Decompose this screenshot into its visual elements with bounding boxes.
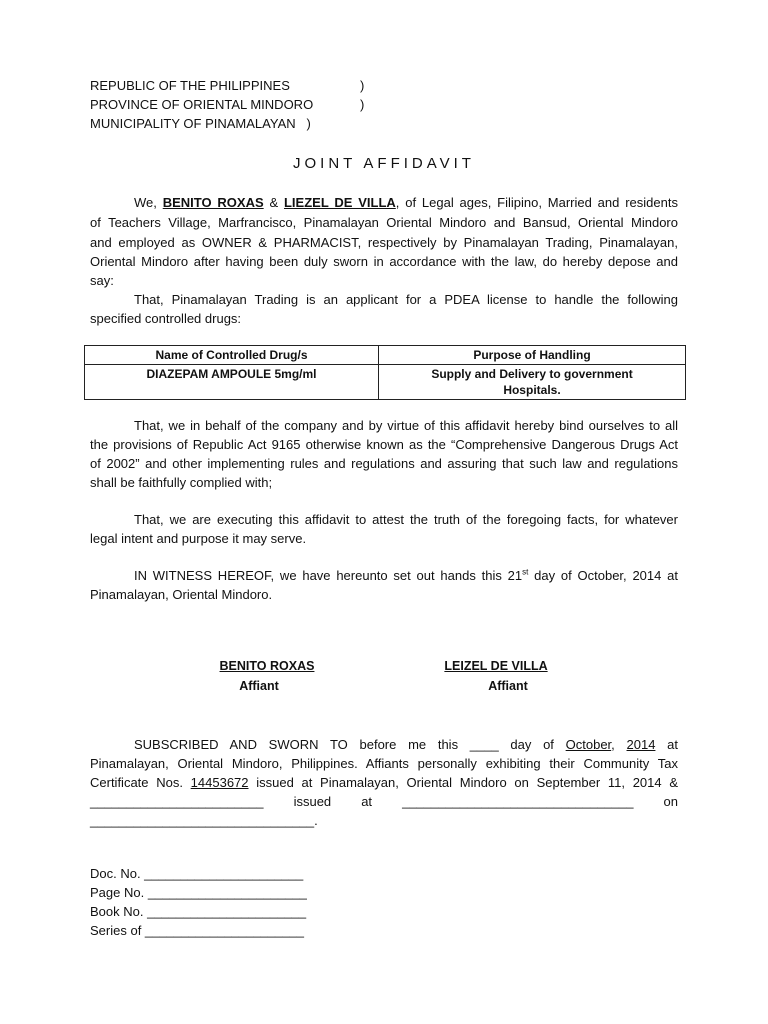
table-row: [85, 365, 686, 400]
header-province: PROVINCE OF ORIENTAL MINDORO: [90, 97, 314, 112]
table-header-row: [85, 346, 686, 365]
jurat-year: 2014: [626, 737, 656, 752]
jurat-month: October: [565, 737, 612, 752]
jurat-line5: _______________________________.: [90, 813, 318, 828]
header-republic: REPUBLIC OF THE PHILIPPINES: [90, 78, 290, 93]
jurat-text-b: at: [655, 737, 678, 752]
jurat-blank-2: ________________________________: [402, 794, 634, 809]
document-title: JOINT AFFIDAVIT: [293, 155, 475, 172]
p1-line1: [90, 193, 678, 212]
affiant-name-2: LIEZEL DE VILLA: [283, 195, 396, 210]
p4-line2: legal intent and purpose it may serve.: [90, 531, 307, 546]
table-cell-purpose: Supply and Delivery to government Hospitals.: [379, 365, 686, 400]
p5-line2: Pinamalayan, Oriental Mindoro.: [90, 587, 273, 602]
p1-line5: say:: [90, 273, 114, 288]
jurat-line2: Pinamalayan, Oriental Mindoro, Philippines. Affiants personally exhibiting their Community Tax: [90, 756, 678, 771]
jurat-comma: ,: [611, 737, 615, 752]
p3-line4: shall be faithfully complied with;: [90, 475, 273, 490]
signature-role-1: Affiant: [239, 679, 279, 693]
signature-name-2: LEIZEL DE VILLA: [444, 659, 548, 673]
p4-line1: That, we are executing this affidavit to attest the truth of the foregoing facts, for whatever: [134, 512, 678, 527]
jurat-line1: [134, 735, 678, 754]
jurat-issued: issued: [293, 794, 332, 809]
controlled-drugs-table: [84, 345, 686, 400]
notary-doc-no: Doc. No. ______________________: [90, 866, 304, 881]
table-header-purpose: Purpose of Handling: [379, 346, 686, 365]
jurat-ctc-number: 14453672: [190, 775, 249, 790]
header-municipality-text: MUNICIPALITY OF PINAMALAYAN: [90, 116, 296, 131]
notary-page-no: Page No. ______________________: [90, 885, 307, 900]
p1-line3: and employed as OWNER & PHARMACIST, respectively by Pinamalayan Trading, Pinamalayan,: [90, 235, 678, 250]
header-municipality: [90, 116, 311, 131]
p1-line2: of Teachers Village, Marfrancisco, Pinamalayan Oriental Mindoro and Bansud, Oriental Mindoro: [90, 215, 678, 230]
p1-rest: , of Legal ages, Filipino, Married and residents: [395, 195, 678, 210]
p5-text-a: IN WITNESS HEREOF, we have hereunto set out hands this 21: [134, 568, 523, 583]
p5-sup: st: [522, 567, 529, 577]
p1-line4: Oriental Mindoro after having been duly sworn in accordance with the law, do hereby depose and: [90, 254, 678, 269]
jurat-line3: [90, 773, 678, 792]
table-cell-drug: DIAZEPAM AMPOULE 5mg/ml: [85, 365, 379, 400]
p1-amp: &: [269, 195, 279, 210]
signature-name-1: BENITO ROXAS: [219, 659, 315, 673]
p5-text-b: day of October, 2014 at: [528, 568, 678, 583]
header-paren-3: ): [306, 116, 311, 131]
notary-book-no: Book No. ______________________: [90, 904, 307, 919]
jurat-text-a: SUBSCRIBED AND SWORN TO before me this ____ day of: [134, 737, 566, 752]
p1-we: We,: [134, 195, 157, 210]
jurat-blank-1: ________________________: [90, 794, 264, 809]
header-paren-2: ): [360, 97, 365, 112]
p3-line1: That, we in behalf of the company and by virtue of this affidavit hereby bind ourselves to all: [134, 418, 678, 433]
header-paren-1: ): [360, 78, 365, 93]
jurat-at: at: [361, 794, 373, 809]
notary-series: Series of ______________________: [90, 923, 304, 938]
p5-line1: [134, 566, 678, 585]
jurat-ctc-label: Certificate Nos.: [90, 775, 191, 790]
jurat-line4: [90, 792, 678, 811]
p3-line3: of 2002” and other implementing rules and regulations and assuring that such law and regulations: [90, 456, 678, 471]
jurat-on: on: [663, 794, 678, 809]
p2-line1: That, Pinamalayan Trading is an applicant for a PDEA license to handle the following: [134, 292, 678, 307]
p3-line2: the provisions of Republic Act 9165 otherwise known as the “Comprehensive Dangerous Drugs Act: [90, 437, 678, 452]
affiant-name-1: BENITO ROXAS: [162, 195, 264, 210]
signature-role-2: Affiant: [488, 679, 528, 693]
p2-line2: specified controlled drugs:: [90, 311, 242, 326]
table-header-drug: Name of Controlled Drug/s: [85, 346, 379, 365]
jurat-ctc-rest: issued at Pinamalayan, Oriental Mindoro on September 11, 2014 &: [248, 775, 678, 790]
